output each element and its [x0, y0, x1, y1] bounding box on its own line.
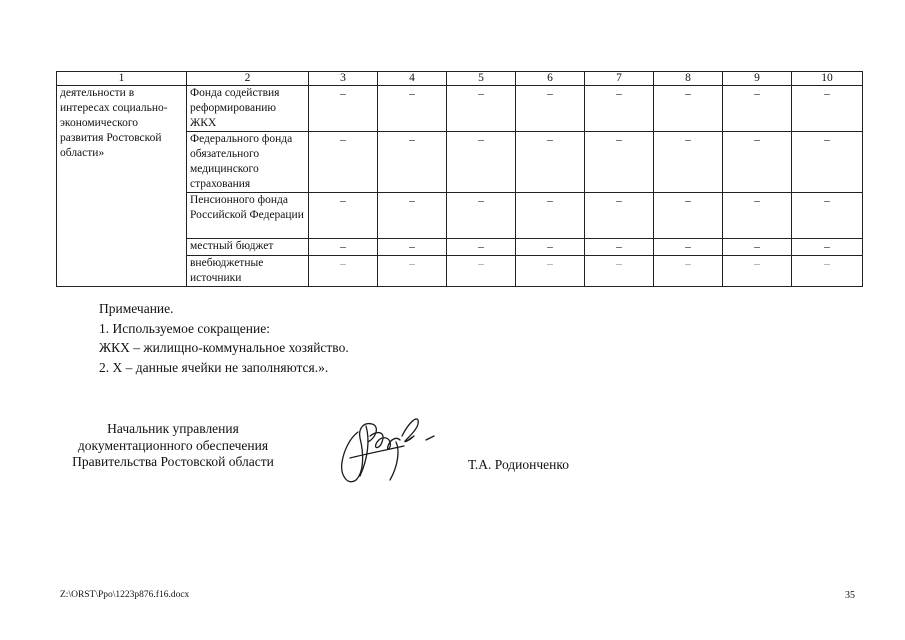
note-line: 1. Используемое сокращение:	[99, 320, 270, 336]
value-cell: –	[516, 239, 585, 256]
funding-source-cell: Пенсионного фонда Российской Федерации	[187, 193, 309, 239]
value-cell: –	[309, 132, 378, 193]
value-cell: –	[792, 256, 863, 287]
value-cell: –	[585, 132, 654, 193]
column-header: 7	[585, 72, 654, 86]
value-cell: –	[447, 193, 516, 239]
value-cell: –	[585, 193, 654, 239]
value-cell: –	[516, 132, 585, 193]
value-cell: –	[654, 256, 723, 287]
value-cell: –	[654, 193, 723, 239]
position-line: Начальник управления	[107, 421, 239, 436]
handwritten-signature	[330, 410, 450, 490]
value-cell: –	[585, 86, 654, 132]
value-cell: –	[447, 239, 516, 256]
value-cell: –	[723, 132, 792, 193]
position-line: Правительства Ростовской области	[72, 454, 274, 469]
value-cell: –	[723, 86, 792, 132]
value-cell: –	[792, 86, 863, 132]
value-cell: –	[585, 256, 654, 287]
column-header: 4	[378, 72, 447, 86]
value-cell: –	[309, 193, 378, 239]
value-cell: –	[516, 193, 585, 239]
funding-source-cell: местный бюджет	[187, 239, 309, 256]
file-path: Z:\ORST\Ppo\1223p876.f16.docx	[60, 590, 190, 600]
column-header: 1	[57, 72, 187, 86]
value-cell: –	[792, 132, 863, 193]
value-cell: –	[654, 86, 723, 132]
column-header: 5	[447, 72, 516, 86]
value-cell: –	[654, 132, 723, 193]
funding-source-cell: внебюджетные источники	[187, 256, 309, 287]
value-cell: –	[447, 86, 516, 132]
value-cell: –	[378, 132, 447, 193]
value-cell: –	[378, 256, 447, 287]
column-header: 6	[516, 72, 585, 86]
program-name-cell: деятельности в интересах социально-экономического развития Ростовской области»	[57, 86, 187, 287]
page-number: 35	[845, 590, 855, 601]
value-cell: –	[585, 239, 654, 256]
position-line: документационного обеспечения	[77, 437, 269, 453]
table-row	[57, 86, 863, 132]
note-line: ЖКХ – жилищно-коммунальное хозяйство.	[99, 340, 349, 356]
budget-table	[56, 71, 863, 287]
value-cell: –	[378, 86, 447, 132]
column-header: 8	[654, 72, 723, 86]
column-header: 9	[723, 72, 792, 86]
value-cell: –	[516, 86, 585, 132]
note-block	[99, 299, 349, 377]
signatory-name: Т.А. Родионченко	[468, 457, 569, 472]
note-line: 2. Х – данные ячейки не заполняются.».	[99, 359, 329, 375]
value-cell: –	[447, 256, 516, 287]
value-cell: –	[792, 239, 863, 256]
column-header: 3	[309, 72, 378, 86]
value-cell: –	[516, 256, 585, 287]
table-header-row	[57, 72, 863, 86]
column-header: 10	[792, 72, 863, 86]
value-cell: –	[723, 193, 792, 239]
value-cell: –	[309, 256, 378, 287]
column-header: 2	[187, 72, 309, 86]
signatory-position	[56, 421, 290, 471]
value-cell: –	[309, 239, 378, 256]
funding-source-cell: Фонда содействия реформированию ЖКХ	[187, 86, 309, 132]
note-title: Примечание.	[99, 301, 174, 316]
value-cell: –	[792, 193, 863, 239]
value-cell: –	[309, 86, 378, 132]
value-cell: –	[654, 239, 723, 256]
funding-source-cell: Федерального фонда обязательного медицинского страхования	[187, 132, 309, 193]
value-cell: –	[723, 239, 792, 256]
value-cell: –	[447, 132, 516, 193]
value-cell: –	[378, 239, 447, 256]
value-cell: –	[723, 256, 792, 287]
value-cell: –	[378, 193, 447, 239]
